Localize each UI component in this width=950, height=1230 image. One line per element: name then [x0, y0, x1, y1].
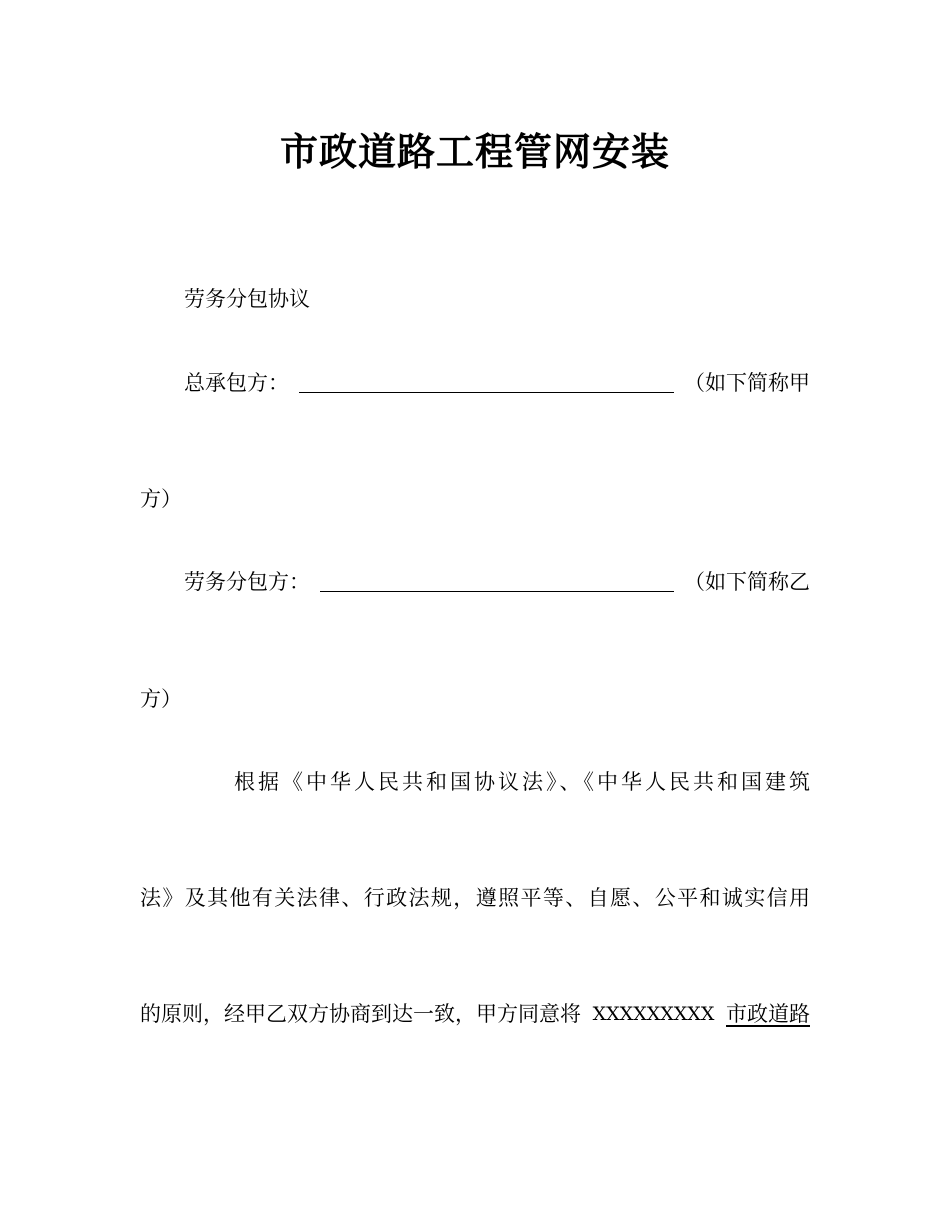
party-a-name-blank[interactable]: [299, 368, 674, 393]
party-a-label: 总承包方：: [184, 371, 289, 395]
party-a-suffix: （如下简称甲: [684, 371, 810, 395]
body-paragraph-line-2: 法》及其他有关法律、行政法规，遵照平等、自愿、公平和诚实信用: [140, 886, 810, 910]
document-title: 市政道路工程管网安装: [279, 129, 670, 174]
project-code: XXXXXXXXX: [592, 1003, 715, 1025]
body-paragraph-line-3: [140, 999, 810, 1029]
party-b-wrap: 方）: [140, 687, 182, 711]
party-b-suffix: （如下简称乙: [684, 570, 810, 594]
project-name-underlined: 市政道路: [726, 1002, 810, 1026]
party-b-name-blank[interactable]: [320, 567, 674, 592]
body-paragraph-line-1: 根据《中华人民共和国协议法》、《中华人民共和国建筑: [234, 770, 810, 794]
party-b-line: [184, 567, 810, 597]
party-a-line: [184, 368, 810, 398]
document-subtitle: 劳务分包协议: [184, 287, 310, 311]
party-a-wrap: 方）: [140, 487, 182, 511]
party-b-label: 劳务分包方：: [184, 570, 310, 594]
body-line-3-text: 的原则，经甲乙双方协商到达一致，甲方同意将: [140, 1002, 581, 1026]
